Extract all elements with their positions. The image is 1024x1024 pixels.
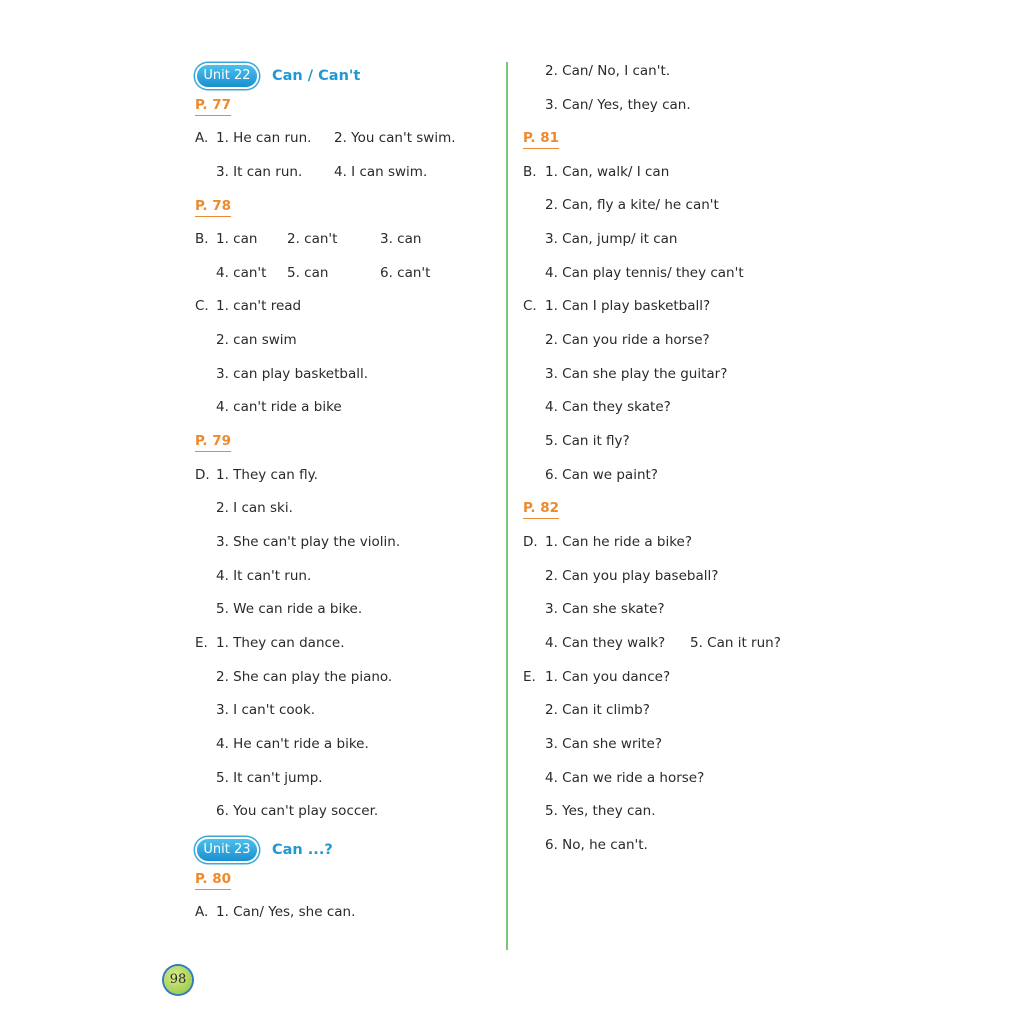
- unit-22-badge: Unit 22: [197, 65, 257, 87]
- answer-line: 5. can: [287, 265, 329, 281]
- answer-line: 3. Can she write?: [545, 736, 663, 752]
- answer-line: 5. We can ride a bike.: [216, 601, 363, 617]
- answer-line: 3. can play basketball.: [216, 366, 369, 382]
- answer-line: 2. can't: [287, 231, 338, 247]
- answer-line: 1. Can I play basketball?: [545, 298, 711, 314]
- answer-line: 3. Can, jump/ it can: [545, 231, 678, 247]
- answer-line: 5. Yes, they can.: [545, 803, 656, 819]
- answer-line: 1. Can you dance?: [545, 669, 671, 685]
- answer-line: 3. She can't play the violin.: [216, 534, 401, 550]
- section-label-b: B.: [523, 164, 537, 180]
- section-label-a: A.: [195, 130, 209, 146]
- answer-line: 2. Can it climb?: [545, 702, 650, 718]
- answer-line: 6. Can we paint?: [545, 467, 658, 483]
- answer-line: 6. can't: [380, 265, 431, 281]
- answer-line: 5. It can't jump.: [216, 770, 323, 786]
- answer-line: 4. can't: [216, 265, 267, 281]
- page-ref-79: P. 79: [195, 432, 231, 452]
- answer-line: 1. Can/ Yes, she can.: [216, 904, 356, 920]
- answer-line: 4. Can play tennis/ they can't: [545, 265, 744, 281]
- unit-22-title: Can / Can't: [272, 68, 361, 84]
- answer-line: 3. Can/ Yes, they can.: [545, 97, 691, 113]
- answer-line: 1. They can fly.: [216, 467, 318, 483]
- section-label-d: D.: [523, 534, 538, 550]
- unit-23-badge: Unit 23: [197, 839, 257, 861]
- answer-line: 5. Can it run?: [690, 635, 781, 651]
- section-label-c: C.: [195, 298, 209, 314]
- column-divider: [506, 62, 508, 950]
- answer-line: 3. can: [380, 231, 422, 247]
- answer-line: 2. can swim: [216, 332, 297, 348]
- answer-line: 2. Can you play baseball?: [545, 568, 719, 584]
- section-label-a: A.: [195, 904, 209, 920]
- answer-line: 3. Can she play the guitar?: [545, 366, 728, 382]
- answer-line: 4. Can they skate?: [545, 399, 671, 415]
- answer-line: 1. can't read: [216, 298, 302, 314]
- answer-line: 2. Can you ride a horse?: [545, 332, 710, 348]
- answer-line: 4. Can we ride a horse?: [545, 770, 705, 786]
- section-label-e: E.: [523, 669, 536, 685]
- answer-line: 2. I can ski.: [216, 500, 293, 516]
- answer-line: 5. Can it fly?: [545, 433, 630, 449]
- section-label-d: D.: [195, 467, 210, 483]
- page-ref-78: P. 78: [195, 197, 231, 217]
- answer-line: 2. Can/ No, I can't.: [545, 63, 671, 79]
- answer-line: 6. You can't play soccer.: [216, 803, 379, 819]
- answer-line: 2. You can't swim.: [334, 130, 456, 146]
- page-ref-80: P. 80: [195, 870, 231, 890]
- answer-line: 4. He can't ride a bike.: [216, 736, 369, 752]
- section-label-b: B.: [195, 231, 209, 247]
- answer-line: 1. Can, walk/ I can: [545, 164, 670, 180]
- answer-line: 3. Can she skate?: [545, 601, 665, 617]
- section-label-e: E.: [195, 635, 208, 651]
- answer-line: 4. Can they walk?: [545, 635, 666, 651]
- answer-line: 1. Can he ride a bike?: [545, 534, 693, 550]
- section-label-c: C.: [523, 298, 537, 314]
- answer-line: 4. I can swim.: [334, 164, 428, 180]
- answer-line: 2. Can, fly a kite/ he can't: [545, 197, 719, 213]
- answer-line: 6. No, he can't.: [545, 837, 648, 853]
- page-ref-82: P. 82: [523, 499, 559, 519]
- page-number: 98: [164, 966, 192, 994]
- answer-line: 1. can: [216, 231, 258, 247]
- page-ref-77: P. 77: [195, 96, 231, 116]
- answer-line: 2. She can play the piano.: [216, 669, 393, 685]
- page-ref-81: P. 81: [523, 129, 559, 149]
- answer-line: 3. It can run.: [216, 164, 303, 180]
- answer-line: 1. He can run.: [216, 130, 312, 146]
- answer-line: 1. They can dance.: [216, 635, 345, 651]
- answer-line: 4. can't ride a bike: [216, 399, 342, 415]
- answer-line: 4. It can't run.: [216, 568, 312, 584]
- answer-line: 3. I can't cook.: [216, 702, 316, 718]
- unit-23-title: Can ...?: [272, 842, 333, 858]
